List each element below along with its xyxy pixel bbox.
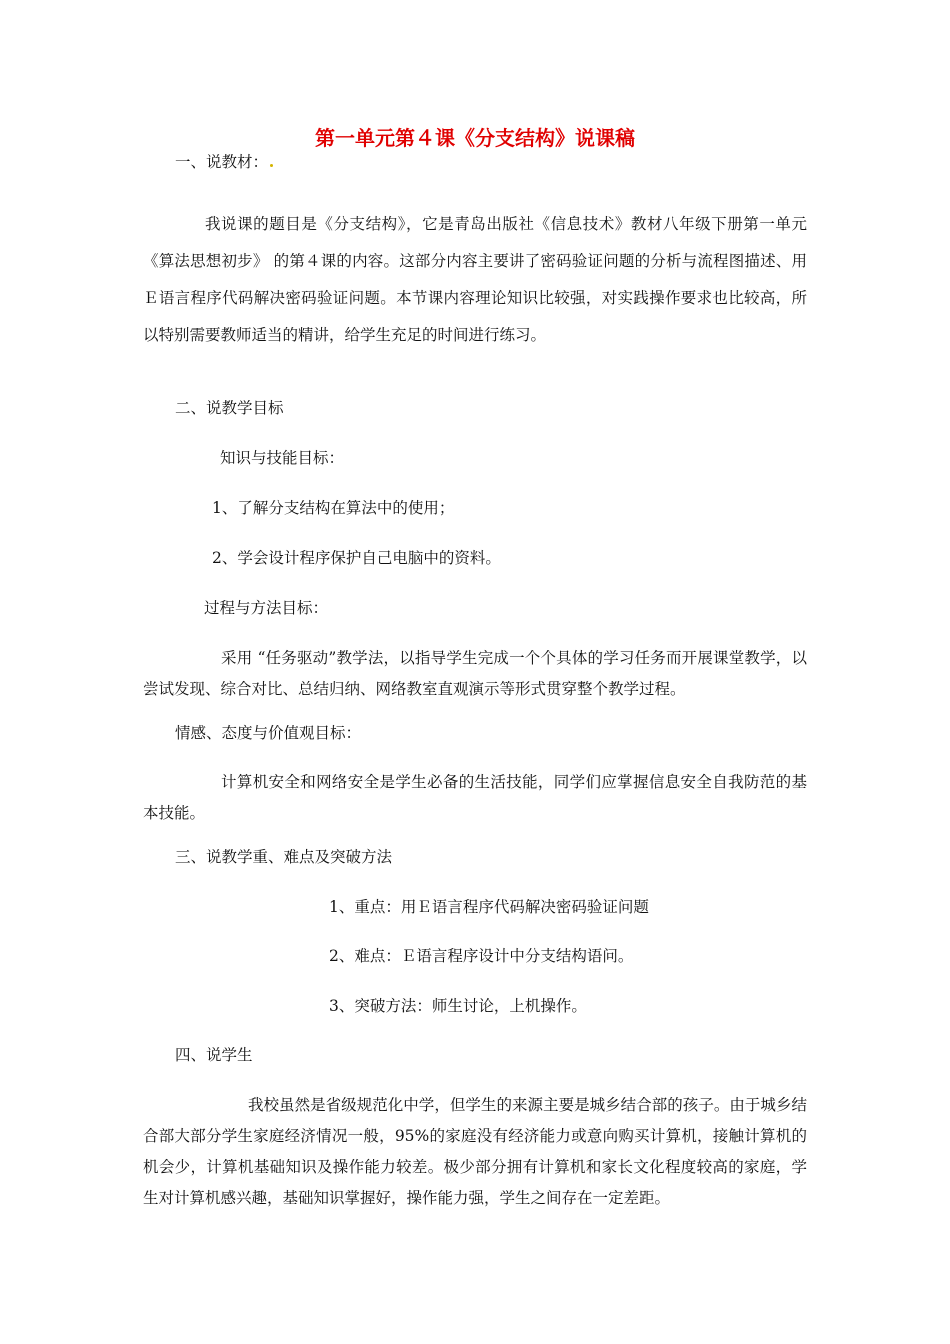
emotion-attitude-subheading: 情感、态度与价值观目标： [175,724,362,742]
section-1-heading: 一、说教材： [175,150,273,175]
section-4-heading: 四、说学生 [175,1046,253,1064]
section-1-paragraph: 我说课的题目是《分支结构》，它是青岛出版社《信息技术》教材八年级下册第一单元《算法思想初步》 的第４课的内容。这部分内容主要讲了密码验证问题的分析与流程图描述、用Ｅ语言程序代码解决密码验证问题。本节课内容理论知识比较强，对实践操作要求也比较高，所以特别需要教师适当的精讲，给学生充足的时间进行练习。 [143,215,807,344]
emotion-attitude-paragraph: 计算机安全和网络安全是学生必备的生活技能，同学们应掌握信息安全自我防范的基本技能。 [143,773,807,822]
section-2-heading: 二、说教学目标 [175,399,284,417]
objective-item-2: 2、学会设计程序保护自己电脑中的资料。 [212,549,501,567]
section-3-heading: 三、说教学重、难点及突破方法 [175,848,393,866]
knowledge-skill-subheading: 知识与技能目标： [220,449,345,467]
difficulty-item: 2、难点：Ｅ语言程序设计中分支结构语问。 [329,947,634,965]
key-point-item: 1、重点：用Ｅ语言程序代码解决密码验证问题 [329,898,649,916]
decorative-dot [270,164,273,167]
process-method-paragraph: 采用 “任务驱动”教学法，以指导学生完成一个个具体的学习任务而开展课堂教学，以尝试发现、综合对比、总结归纳、网络教室直观演示等形式贯穿整个教学过程。 [143,649,807,698]
page-title: 第一单元第４课《分支结构》说课稿 [315,126,635,150]
process-method-subheading: 过程与方法目标： [204,599,329,617]
breakthrough-item: 3、突破方法：师生讨论，上机操作。 [329,997,587,1015]
section-4-paragraph: 我校虽然是省级规范化中学，但学生的来源主要是城乡结合部的孩子。由于城乡结合部大部分学生家庭经济情况一般，95%的家庭没有经济能力或意向购买计算机，接触计算机的机会少，计算机基础知识及操作能力较差。极少部分拥有计算机和家长文化程度较高的家庭，学生对计算机感兴趣，基础知识掌握好，操作能力强，学生之间存在一定差距。 [143,1096,807,1207]
objective-item-1: 1、了解分支结构在算法中的使用； [212,499,455,517]
